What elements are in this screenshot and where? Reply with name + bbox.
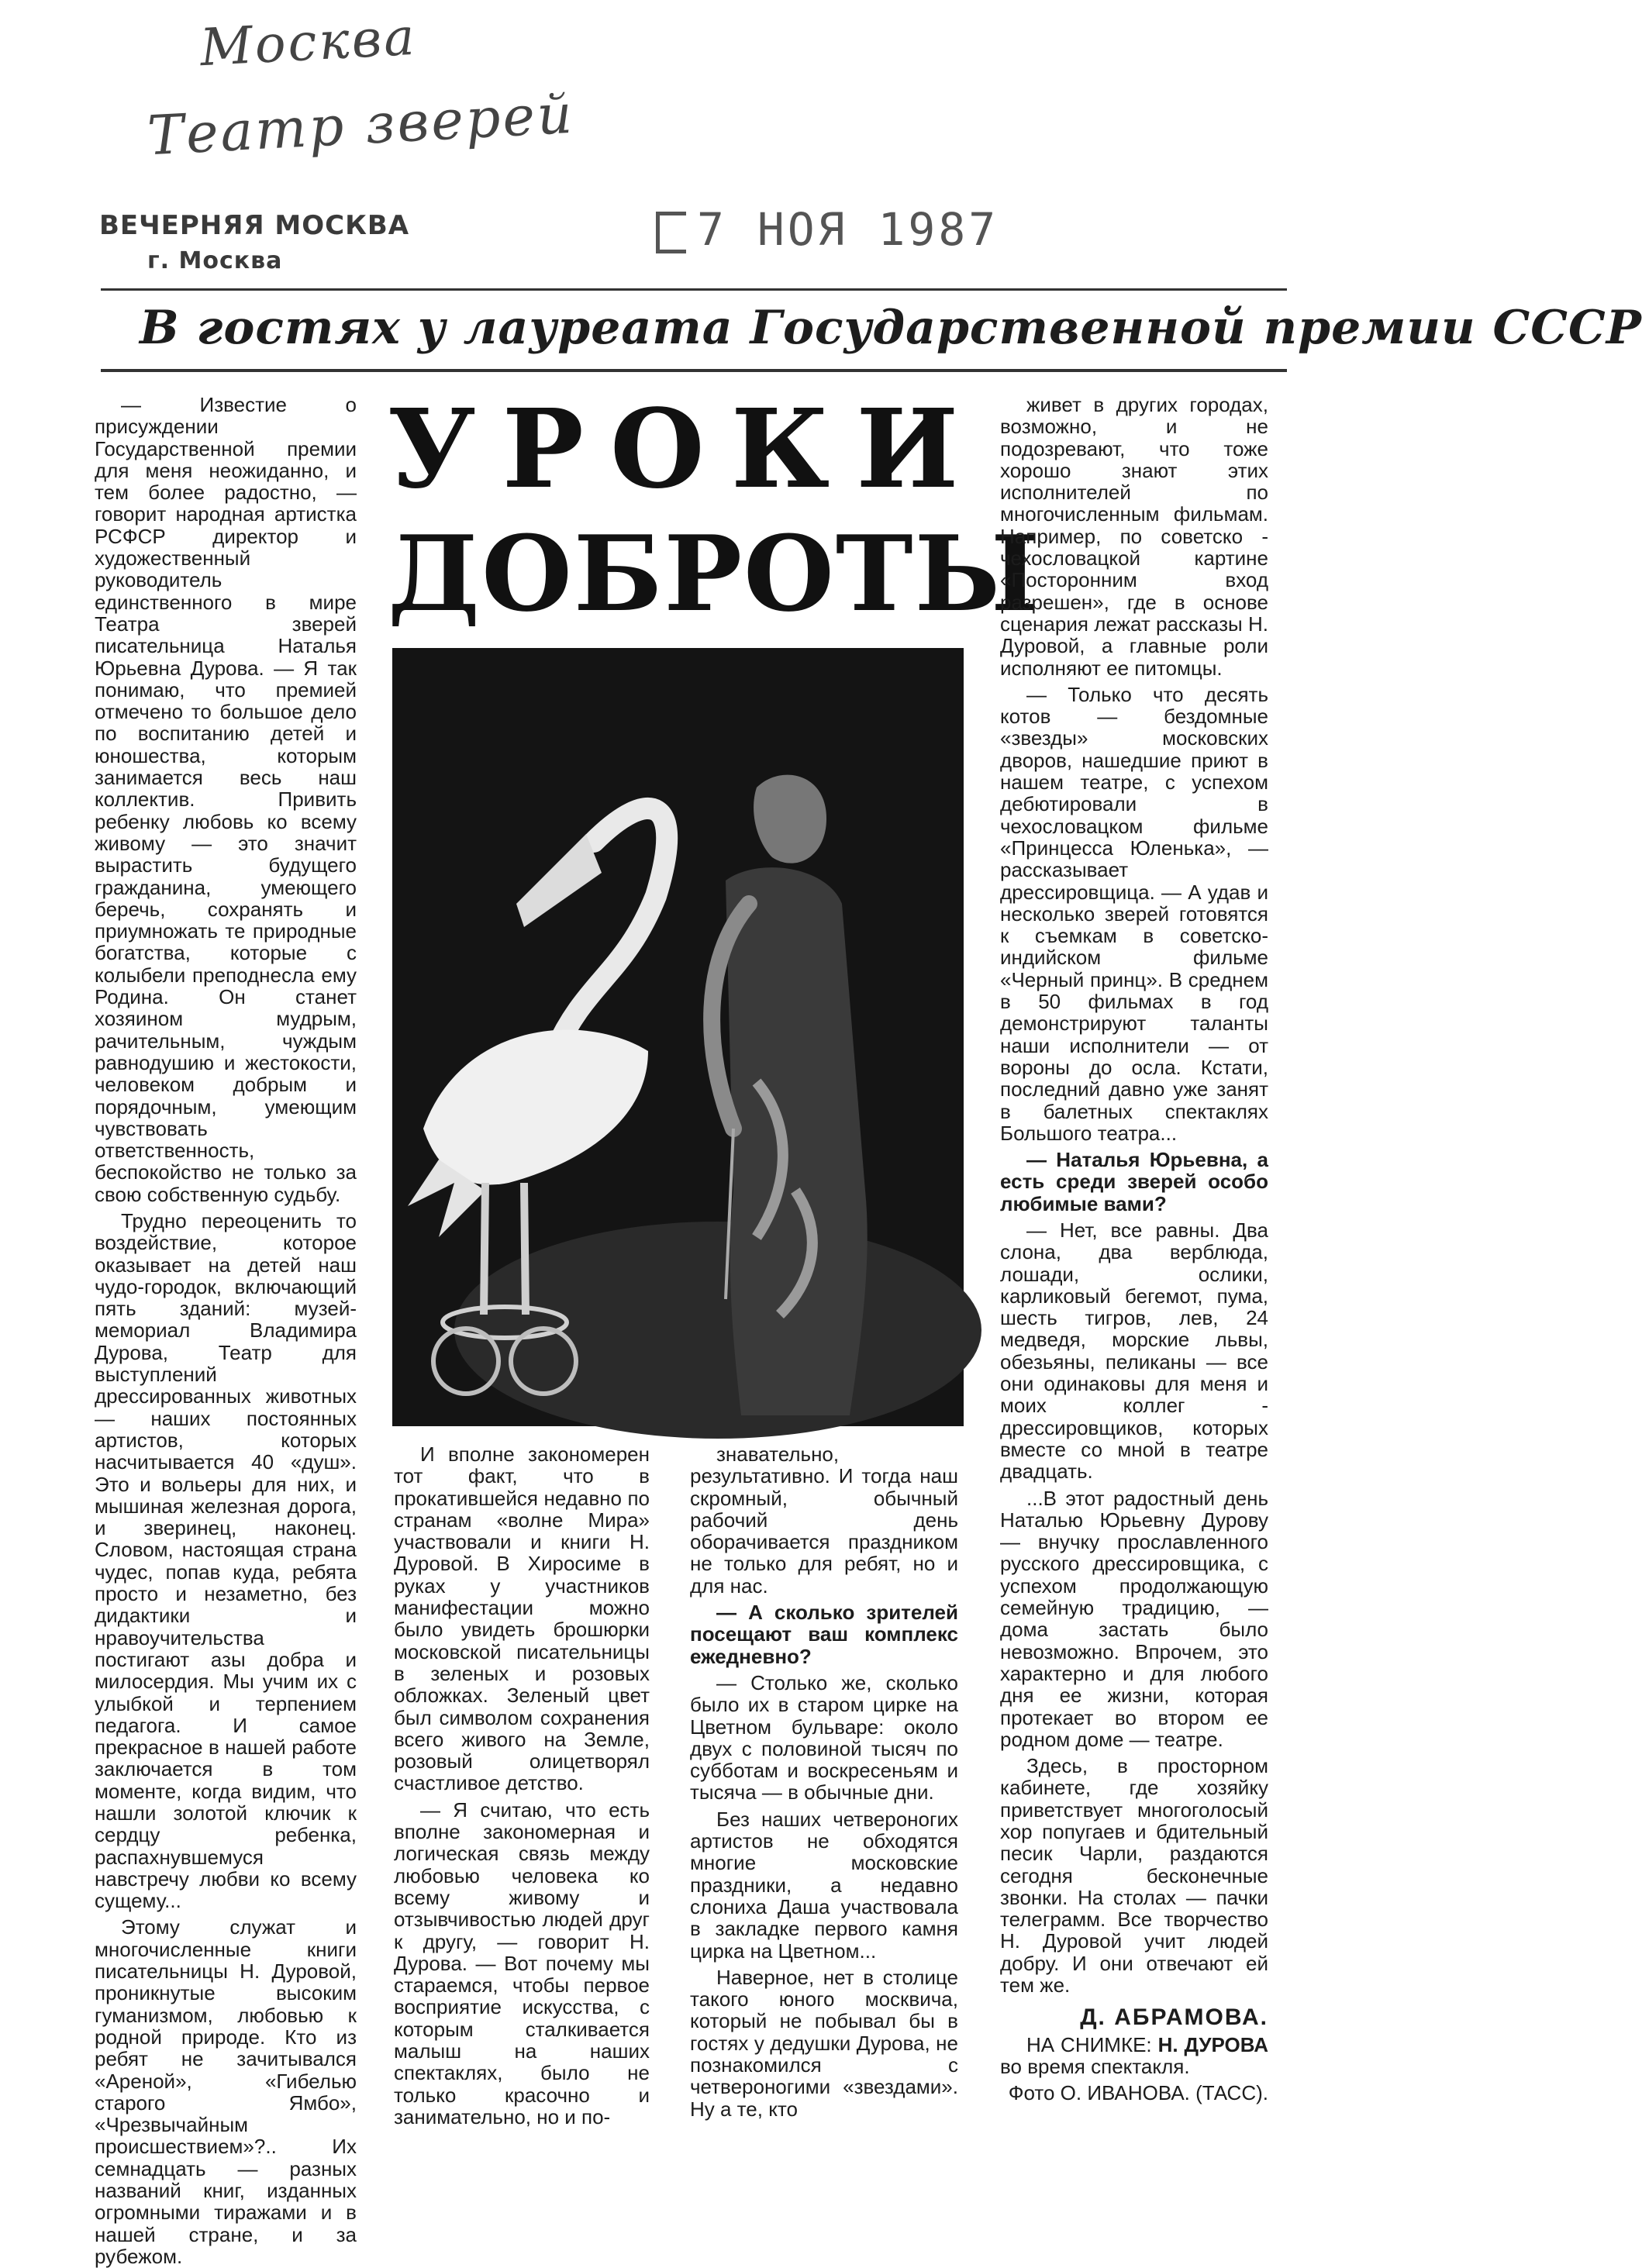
column-3-question: — А сколько зрителей посещают ваш комплекс ежедневно? [690,1601,958,1668]
column-4-paragraph-3: — Нет, все равны. Два слона, два верблюда, лошади, ослики, карликовый бегемот, пума, шесть тигров, лев, 24 медведя, морские львы, обезьяны, пеликаны — все они одинаковы для меня и моих коллег - дрессировщиков, которых вместе со мной в театре двадцать. [1000,1218,1268,1484]
handwritten-note-city: Москва [198,6,419,78]
author-signature: Д. АБРАМОВА. [1080,2004,1268,2031]
column-1-paragraph-2: Трудно переоценить то воздействие, которое оказывает на детей наш чудо-городок, включающий пять зданий: музей-мемориал Владимира Дурова, Театр для выступлений дрессированных животных — наших постоянных артистов, которых насчитывается 40 «душ». Это и вольеры для них, и мышиная железная дорога, и зверинец, наконец. Словом, настоящая страна чудес, попав куда, ребята просто и незаметно, без дидактики и нравоучительства постигают азы добра и милосердия. Мы учим их с улыбкой и терпением педагога. И самое прекрасное в нашей работе заключается в том моменте, когда видим, что нашли золотой ключик к сердцу ребенка, распахнувшемуся навстречу любви ко всему сущему... [95,1208,357,1913]
photo-durova-with-pelican [392,648,964,1426]
article-column-2 [394,1442,650,2128]
stamp-mark-icon [656,212,686,253]
headline-line-1: УРОКИ [388,386,985,513]
photo-caption [1000,2034,1268,2078]
headline-line-2: ДОБРОТЫ [388,512,1041,635]
photo-credit: Фото О. ИВАНОВА. (ТАСС). [1008,2081,1268,2105]
column-4-paragraph-2: — Только что десять котов — бездомные «звезды» московских дворов, нашедшие приют в нашем театре, с успехом дебютировали в чехословацком фильме «Принцесса Юленька», — рассказывает дрессировщица. — А удав и несколько зверей готовятся к съемкам в советско-индийском фильме «Черный принц». В среднем в 50 фильмах в год демонстрируют таланты наши исполнители — от вороны до осла. Кстати, последний давно уже занят в балетных спектаклях Большого театра... [1000,682,1268,1145]
column-3-paragraph-1: знавательно, результативно. И тогда наш скромный, обычный рабочий день оборачивается праздником не только для ребят, но и для нас. [690,1442,958,1598]
article-column-4 [1000,394,1268,2130]
kicker-rule [101,369,1287,372]
column-4-paragraph-5: Здесь, в просторном кабинете, где хозяйку приветствует многоголосый хор попугаев и бдительный песик Чарли, раздаются сегодня бесконечные звонки. На столах — пачки телеграмм. Все творчество Н. Дуровой учит людей добру. И они отвечают ей тем же. [1000,1754,1268,1997]
column-4-paragraph-4: ...В этот радостный день Наталью Юрьевну Дурову — внучку прославленного русского дрессировщика, с успехом продолжающую семейную традицию, — дома застать было невозможно. Впрочем, это характерно и для любого дня ее жизни, которая протекает во втором ее родном доме — театре. [1000,1486,1268,1751]
column-3-paragraph-4: Наверное, нет в столице такого юного москвича, который не побывал бы в гостях у дедушки Дурова, не познакомился с четвероногими «звездами». Ну а те, кто [690,1965,958,2121]
caption-name: Н. ДУРОВА [1157,2032,1268,2056]
article-column-3 [690,1443,958,2125]
column-4-question: — Наталья Юрьевна, а есть среди зверей особо любимые вами? [1000,1148,1268,1215]
date-stamp-text: 7 НОЯ 1987 [697,203,999,256]
column-3-paragraph-2: — Столько же, сколько было их в старом цирке на Цветном бульваре: около двух с половиной тысяч по субботам и воскресеньям и тысяча — в обычные дни. [690,1670,958,1804]
caption-label: НА СНИМКЕ: [1026,2032,1152,2056]
article-column-1 [95,393,357,2268]
date-stamp [656,203,999,256]
column-1-paragraph-1: — Известие о присуждении Государственной премии для меня неожиданно, и тем более радостно, — говорит народная артистка РСФСР директор и художественный руководитель единственного в мире Театра зверей писательница Наталья Юрьевна Дурова. — Я так понимаю, что премией отмечено то большое дело по воспитанию детей и юношества, которым занимается весь наш коллектив. Привить ребенку любовь ко всему живому — это значит вырастить будущего гражданина, умеющего беречь, сохранять и приумножать те природные богатства, которые с колыбели преподнесла ему Родина. Он станет хозяином мудрым, рачительным, чуждым равнодушию и жестокости, человеком добрым и порядочным, умеющим чувствовать ответственность, беспокойство не только за свою собственную судьбу. [95,393,357,1206]
newspaper-name: ВЕЧЕРНЯЯ МОСКВА [99,210,410,241]
newspaper-city: г. Москва [147,247,283,274]
column-2-paragraph-1: И вполне закономерен тот факт, что в прокатившейся недавно по странам «волне Мира» участвовали и книги Н. Дуровой. В Хиросиме в руках у участников манифестации можно было увидеть брошюрки московской писательницы в зеленых и розовых обложках. Зеленый цвет был символом сохранения всего живого на Земле, розовый олицетворял счастливое детство. [394,1442,650,1795]
handwritten-note-title: Театр зверей [146,81,576,168]
column-4-paragraph-1: живет в других городах, возможно, и не подозревают, что тоже хорошо знают этих исполнителей по многочисленным фильмам. Например, по советско - чехословацкой картине «Посторонним вход разрешен», где в основе сценария лежат рассказы Н. Дуровой, а главные роли исполняют ее питомцы. [1000,393,1268,680]
column-2-paragraph-2: — Я считаю, что есть вполне закономерная и логическая связь между любовью человека ко всему живому и отзывчивостью людей друг к другу, — говорит Н. Дурова. — Вот почему мы стараемся, чтобы первое восприятие искусства, с которым сталкивается малыш на наших спектаклях, было не только красочно и занимательно, но и по- [394,1798,650,2128]
top-rule [101,288,1287,291]
caption-text: во время спектакля. [1000,2054,1190,2078]
kicker-heading: В гостях у лауреата Государственной премии СССР [140,301,1642,355]
column-3-paragraph-3: Без наших четвероногих артистов не обходятся многие московские праздники, а недавно слониха Даша участвовала в закладке первого камня цирка на Цветном... [690,1807,958,1963]
column-1-paragraph-3: Этому служат и многочисленные книги писательницы Н. Дуровой, проникнутые высоким гуманизмом, любовью к родной природе. Кто из ребят не зачитывался «Ареной», «Гибелью старого Ямбо», «Чрезвычайным происшествием»?.. Их семнадцать — разных названий книг, изданных огромными тиражами и в нашей стране, и за рубежом. [95,1915,357,2268]
